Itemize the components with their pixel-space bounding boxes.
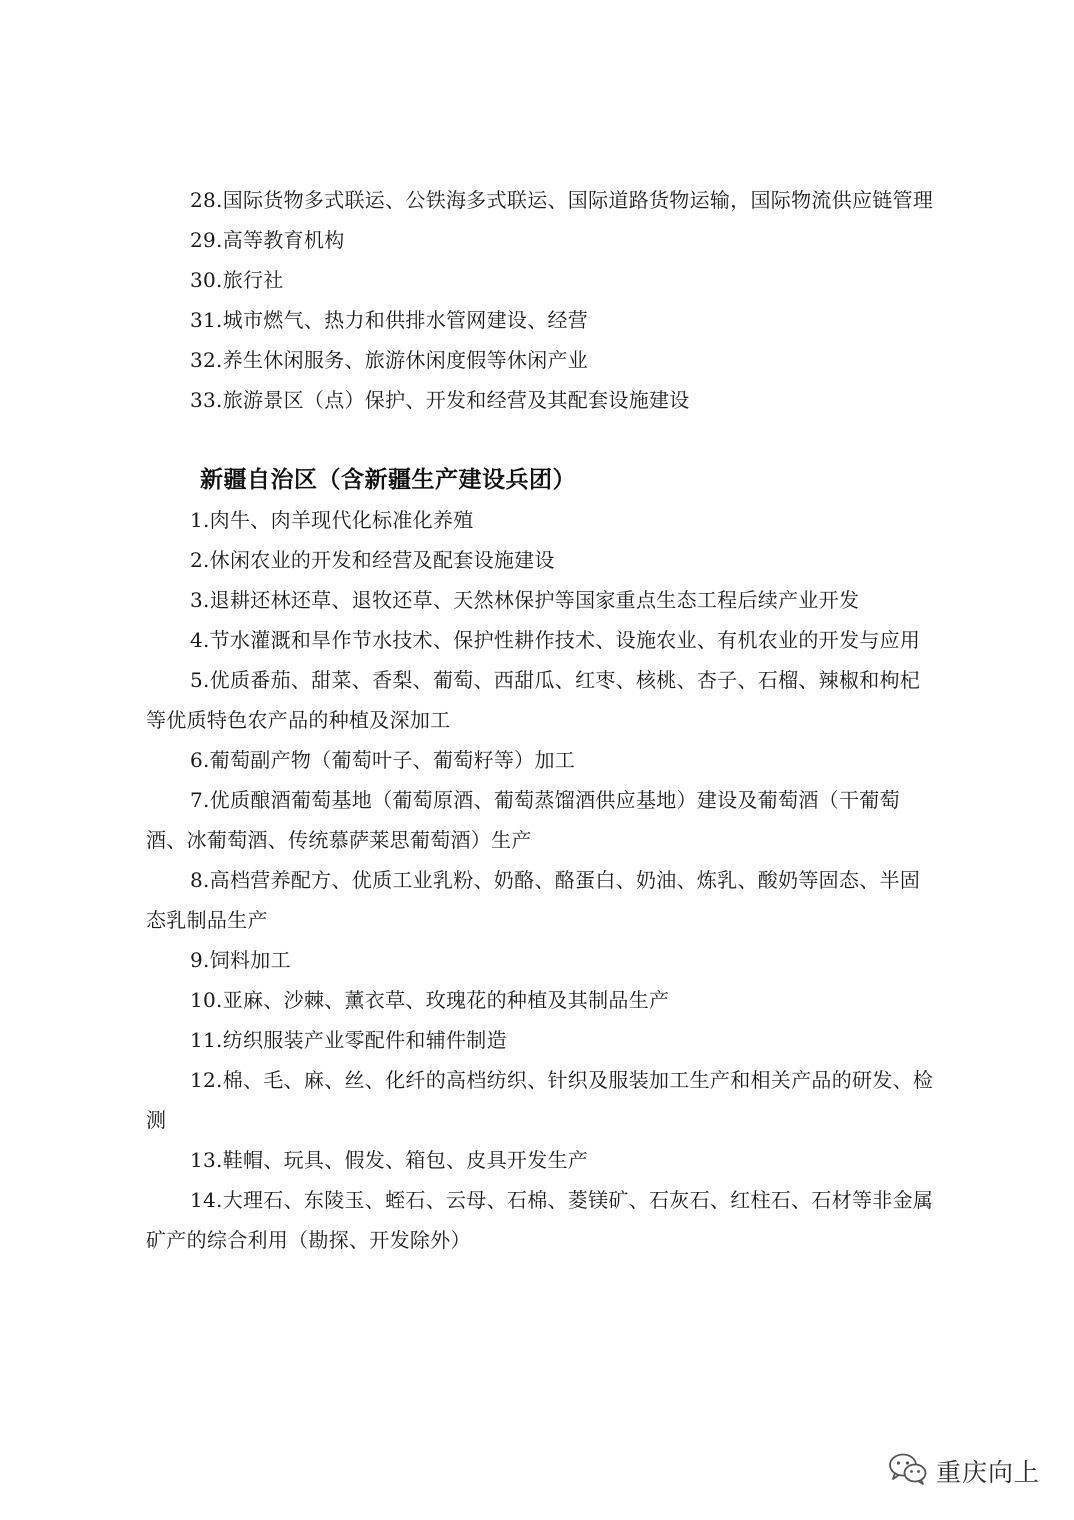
list-item: 10.亚麻、沙棘、薰衣草、玫瑰花的种植及其制品生产 [190,988,670,1012]
list-item: 28.国际货物多式联运、公铁海多式联运、国际道路货物运输，国际物流供应链管理 [190,188,934,212]
list-item: 7.优质酿酒葡萄基地（葡萄原酒、葡萄蒸馏酒供应基地）建设及葡萄酒（干葡萄酒、冰葡萄酒、传统慕萨莱思葡萄酒）生产 [146,788,900,852]
list-item: 8.高档营养配方、优质工业乳粉、奶酪、酪蛋白、奶油、炼乳、酸奶等固态、半固态乳制品生产 [146,868,921,932]
list-item: 32.养生休闲服务、旅游休闲度假等休闲产业 [190,348,589,372]
section-title-xinjiang: 新疆自治区（含新疆生产建设兵团） [200,467,576,493]
list-item: 12.棉、毛、麻、丝、化纤的高档纺织、针织及服装加工生产和相关产品的研发、检测 [146,1068,934,1132]
list-item: 2.休闲农业的开发和经营及配套设施建设 [190,548,555,572]
list-item: 3.退耕还林还草、退牧还草、天然林保护等国家重点生态工程后续产业开发 [190,588,860,612]
section-previous-region [146,180,936,420]
list-item: 33.旅游景区（点）保护、开发和经营及其配套设施建设 [190,388,690,412]
section-xinjiang-list [146,500,936,1260]
list-item: 14.大理石、东陵玉、蛭石、云母、石棉、菱镁矿、石灰石、红柱石、石材等非金属矿产的综合利用（勘探、开发除外） [146,1188,934,1252]
list-item: 13.鞋帽、玩具、假发、箱包、皮具开发生产 [190,1148,589,1172]
list-item: 9.饲料加工 [190,948,291,972]
list-item: 5.优质番茄、甜菜、香梨、葡萄、西甜瓜、红枣、核桃、杏子、石榴、辣椒和枸杞等优质特色农产品的种植及深加工 [146,668,921,732]
watermark [888,1452,1040,1490]
wechat-icon [888,1452,928,1490]
list-item: 29.高等教育机构 [190,228,345,252]
list-item: 6.葡萄副产物（葡萄叶子、葡萄籽等）加工 [190,748,576,772]
document-page [146,180,936,1260]
list-item: 31.城市燃气、热力和供排水管网建设、经营 [190,308,589,332]
watermark-text: 重庆向上 [936,1458,1041,1487]
list-item: 4.节水灌溉和旱作节水技术、保护性耕作技术、设施农业、有机农业的开发与应用 [190,628,921,652]
list-item: 11.纺织服装产业零配件和辅件制造 [190,1028,507,1052]
list-item: 1.肉牛、肉羊现代化标准化养殖 [190,508,474,532]
list-item: 30.旅行社 [190,268,284,292]
